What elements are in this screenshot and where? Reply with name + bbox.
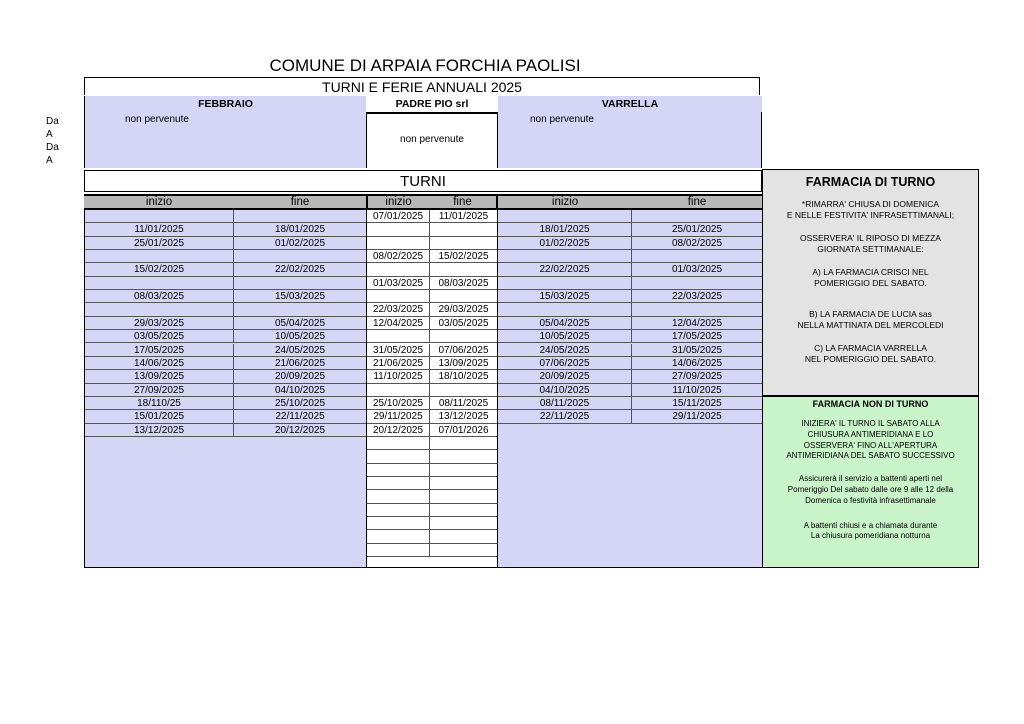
- turno-inizio-cell: 27/09/2025: [85, 384, 234, 397]
- turno-inizio-cell: 07/06/2025: [498, 357, 632, 370]
- turno-fine-cell: [234, 210, 366, 223]
- turno-fine-cell: 03/05/2025: [430, 317, 497, 330]
- turno-fine-cell: [430, 384, 497, 397]
- col-header-fine-1: fine: [234, 194, 366, 210]
- turno-inizio-cell: 12/04/2025: [367, 317, 430, 330]
- fndt-line: La chiusura pomeridiana notturna: [810, 531, 931, 541]
- turno-inizio-cell: 11/10/2025: [367, 370, 430, 383]
- fdt-line: A) LA FARMACIA CRISCI NEL: [812, 267, 929, 277]
- turno-inizio-cell: 15/01/2025: [85, 410, 234, 423]
- col-header-fine-2: fine: [429, 194, 498, 210]
- fdt-line: GIORNATA SETTIMANALE:: [817, 244, 924, 254]
- ferie-cell-1: [84, 112, 366, 168]
- turno-inizio-cell: 04/10/2025: [498, 384, 632, 397]
- turno-fine-cell: [234, 277, 366, 290]
- turno-inizio-cell: [367, 530, 430, 543]
- fndt-line: INIZIERA' IL TURNO IL SABATO ALLA: [801, 419, 940, 428]
- turno-fine-cell: 17/05/2025: [632, 330, 762, 343]
- turno-fine-cell: 07/01/2026: [430, 424, 497, 437]
- turno-fine-cell: 04/10/2025: [234, 384, 366, 397]
- farmacia-non-di-turno-title: FARMACIA NON DI TURNO: [812, 399, 929, 409]
- turno-inizio-cell: 13/09/2025: [85, 370, 234, 383]
- ferie-cell-2: [366, 112, 498, 168]
- turno-fine-cell: 15/02/2025: [430, 250, 497, 263]
- turno-inizio-cell: 17/05/2025: [85, 344, 234, 357]
- turno-fine-cell: [430, 223, 497, 236]
- turno-fine-cell: [430, 544, 497, 557]
- page-subtitle: TURNI E FERIE ANNUALI 2025: [84, 77, 760, 95]
- turno-fine-cell: 18/01/2025: [234, 223, 366, 236]
- farmacia-di-turno-panel: [762, 169, 979, 396]
- turni-column-padre-pio: [366, 210, 498, 568]
- turno-fine-cell: 29/03/2025: [430, 303, 497, 316]
- turno-inizio-cell: 31/05/2025: [367, 344, 430, 357]
- turno-inizio-cell: 25/10/2025: [367, 397, 430, 410]
- turno-inizio-cell: 14/06/2025: [85, 357, 234, 370]
- turno-fine-cell: 07/06/2025: [430, 344, 497, 357]
- turno-inizio-cell: 22/11/2025: [498, 410, 632, 423]
- turno-fine-cell: 08/11/2025: [430, 397, 497, 410]
- turno-inizio-cell: 13/12/2025: [85, 424, 234, 437]
- turno-fine-cell: [430, 450, 497, 463]
- turno-inizio-cell: 03/05/2025: [85, 330, 234, 343]
- fndt-line: ANTIMERIDIANA DEL SABATO SUCCESSIVO: [786, 451, 955, 461]
- pharmacy-header-3: VARRELLA: [498, 96, 762, 112]
- turno-fine-cell: 01/02/2025: [234, 237, 366, 250]
- turno-fine-cell: 22/11/2025: [234, 410, 366, 423]
- turno-fine-cell: [234, 303, 366, 316]
- pharmacy-header-2: PADRE PIO srl: [366, 96, 498, 112]
- ferie-label-a-1: A: [46, 129, 53, 140]
- turno-fine-cell: [430, 237, 497, 250]
- turno-fine-cell: 22/02/2025: [234, 263, 366, 276]
- turno-fine-cell: 14/06/2025: [632, 357, 762, 370]
- fndt-line: Assicurerà il servizio a battenti aperti nel: [798, 474, 943, 484]
- turno-inizio-cell: 24/05/2025: [498, 344, 632, 357]
- turno-inizio-cell: 07/01/2025: [367, 210, 430, 223]
- turno-inizio-cell: 01/02/2025: [498, 237, 632, 250]
- turno-inizio-cell: [85, 250, 234, 263]
- turno-fine-cell: 24/05/2025: [234, 344, 366, 357]
- turno-inizio-cell: [85, 303, 234, 316]
- turno-fine-cell: [430, 263, 497, 276]
- fdt-line: *RIMARRA' CHIUSA DI DOMENICA: [801, 199, 940, 209]
- turno-fine-cell: [430, 530, 497, 543]
- turno-inizio-cell: 22/02/2025: [498, 263, 632, 276]
- turno-fine-cell: 25/01/2025: [632, 223, 762, 236]
- pharmacy-header-1: FEBBRAIO: [84, 96, 366, 112]
- turno-inizio-cell: [367, 237, 430, 250]
- ferie-value-3: non pervenute: [530, 114, 594, 125]
- turno-inizio-cell: [367, 223, 430, 236]
- turno-inizio-cell: 29/03/2025: [85, 317, 234, 330]
- ferie-labels: [46, 115, 59, 167]
- turno-fine-cell: 08/02/2025: [632, 237, 762, 250]
- turno-fine-cell: [430, 490, 497, 503]
- turno-inizio-cell: [367, 490, 430, 503]
- turno-fine-cell: 15/03/2025: [234, 290, 366, 303]
- fdt-line: B) LA FARMACIA DE LUCIA sas: [809, 309, 932, 319]
- turno-fine-cell: 11/10/2025: [632, 384, 762, 397]
- fdt-line: POMERIGGIO DEL SABATO.: [814, 278, 927, 288]
- turno-fine-cell: [430, 437, 497, 450]
- fndt-line: OSSERVERA' FINO ALL'APERTURA: [803, 440, 938, 450]
- turno-fine-cell: [632, 250, 762, 263]
- turno-inizio-cell: 18/110/25: [85, 397, 234, 410]
- ferie-label-da-2: Da: [46, 142, 59, 153]
- turno-inizio-cell: 08/03/2025: [85, 290, 234, 303]
- turno-inizio-cell: [498, 210, 632, 223]
- turno-fine-cell: 29/11/2025: [632, 410, 762, 423]
- turni-column-febbraio: [84, 210, 366, 568]
- turno-inizio-cell: 01/03/2025: [367, 277, 430, 290]
- ferie-label-a-2: A: [46, 155, 53, 166]
- fndt-line: Domenica o festività infrasettimanale: [805, 495, 936, 505]
- ferie-value-2: non pervenute: [400, 134, 464, 145]
- turno-fine-cell: [632, 277, 762, 290]
- fdt-line: NELLA MATTINATA DEL MERCOLEDI: [797, 320, 944, 330]
- turno-fine-cell: 31/05/2025: [632, 344, 762, 357]
- turno-inizio-cell: [85, 210, 234, 223]
- turno-inizio-cell: 11/01/2025: [85, 223, 234, 236]
- turno-fine-cell: 15/11/2025: [632, 397, 762, 410]
- turno-inizio-cell: [498, 250, 632, 263]
- turno-fine-cell: [632, 210, 762, 223]
- turno-inizio-cell: [367, 517, 430, 530]
- turno-inizio-cell: 10/05/2025: [498, 330, 632, 343]
- turno-inizio-cell: [367, 464, 430, 477]
- turno-fine-cell: [430, 517, 497, 530]
- turno-fine-cell: 11/01/2025: [430, 210, 497, 223]
- turni-column-varrella: [498, 210, 762, 568]
- turni-title: TURNI: [84, 170, 762, 192]
- turno-inizio-cell: [367, 504, 430, 517]
- turno-inizio-cell: 25/01/2025: [85, 237, 234, 250]
- turno-fine-cell: [632, 303, 762, 316]
- fdt-line: C) LA FARMACIA VARRELLA: [814, 343, 927, 353]
- turno-inizio-cell: [498, 277, 632, 290]
- turno-inizio-cell: 22/03/2025: [367, 303, 430, 316]
- turno-fine-cell: [430, 464, 497, 477]
- turno-inizio-cell: 08/02/2025: [367, 250, 430, 263]
- fndt-line: CHIUSURA ANTIMERIDIANA E LO: [807, 429, 934, 439]
- turno-inizio-cell: 05/04/2025: [498, 317, 632, 330]
- turno-fine-cell: 13/12/2025: [430, 410, 497, 423]
- ferie-label-da-1: Da: [46, 116, 59, 127]
- page-title: COMUNE DI ARPAIA FORCHIA PAOLISI: [269, 56, 581, 75]
- turno-inizio-cell: 18/01/2025: [498, 223, 632, 236]
- turno-inizio-cell: [498, 303, 632, 316]
- turno-fine-cell: 18/10/2025: [430, 370, 497, 383]
- col-header-inizio-1: inizio: [84, 194, 234, 210]
- turno-fine-cell: [430, 330, 497, 343]
- turno-fine-cell: [430, 504, 497, 517]
- turno-inizio-cell: [367, 477, 430, 490]
- turno-fine-cell: 20/12/2025: [234, 424, 366, 437]
- turno-fine-cell: 27/09/2025: [632, 370, 762, 383]
- turno-inizio-cell: [367, 384, 430, 397]
- turno-inizio-cell: [85, 277, 234, 290]
- turno-inizio-cell: [367, 290, 430, 303]
- turno-fine-cell: 22/03/2025: [632, 290, 762, 303]
- turno-inizio-cell: 20/12/2025: [367, 424, 430, 437]
- turno-fine-cell: [430, 290, 497, 303]
- turno-inizio-cell: [367, 437, 430, 450]
- col-header-inizio-2: inizio: [366, 194, 429, 210]
- turno-inizio-cell: 21/06/2025: [367, 357, 430, 370]
- turno-fine-cell: 01/03/2025: [632, 263, 762, 276]
- turno-fine-cell: 20/09/2025: [234, 370, 366, 383]
- ferie-value-1: non pervenute: [125, 114, 189, 125]
- fdt-line: NEL POMERIGGIO DEL SABATO.: [804, 354, 937, 364]
- farmacia-di-turno-title: FARMACIA DI TURNO: [805, 175, 936, 189]
- turno-fine-cell: [430, 477, 497, 490]
- turno-inizio-cell: 29/11/2025: [367, 410, 430, 423]
- fndt-line: A battenti chiusi e a chiamata durante: [803, 520, 938, 530]
- turno-inizio-cell: [367, 450, 430, 463]
- turno-inizio-cell: 15/03/2025: [498, 290, 632, 303]
- fdt-line: E NELLE FESTIVITA' INFRASETTIMANALI;: [786, 210, 955, 220]
- turno-fine-cell: 13/09/2025: [430, 357, 497, 370]
- col-header-inizio-3: inizio: [498, 194, 632, 210]
- col-header-fine-3: fine: [632, 194, 762, 210]
- turno-fine-cell: 10/05/2025: [234, 330, 366, 343]
- turno-inizio-cell: 20/09/2025: [498, 370, 632, 383]
- turno-fine-cell: 05/04/2025: [234, 317, 366, 330]
- turno-fine-cell: 21/06/2025: [234, 357, 366, 370]
- farmacia-non-di-turno-panel: [762, 396, 979, 568]
- ferie-cell-3: [498, 112, 762, 168]
- turno-inizio-cell: [367, 544, 430, 557]
- turno-fine-cell: [234, 250, 366, 263]
- turno-inizio-cell: 08/11/2025: [498, 397, 632, 410]
- turno-fine-cell: 08/03/2025: [430, 277, 497, 290]
- turno-fine-cell: 25/10/2025: [234, 397, 366, 410]
- turno-fine-cell: 12/04/2025: [632, 317, 762, 330]
- fdt-line: OSSERVERA' IL RIPOSO DI MEZZA: [800, 233, 941, 243]
- turno-inizio-cell: [367, 263, 430, 276]
- fndt-line: Pomeriggio Del sabato dalle ore 9 alle 12 della: [787, 484, 954, 494]
- turno-inizio-cell: 15/02/2025: [85, 263, 234, 276]
- turno-inizio-cell: [367, 330, 430, 343]
